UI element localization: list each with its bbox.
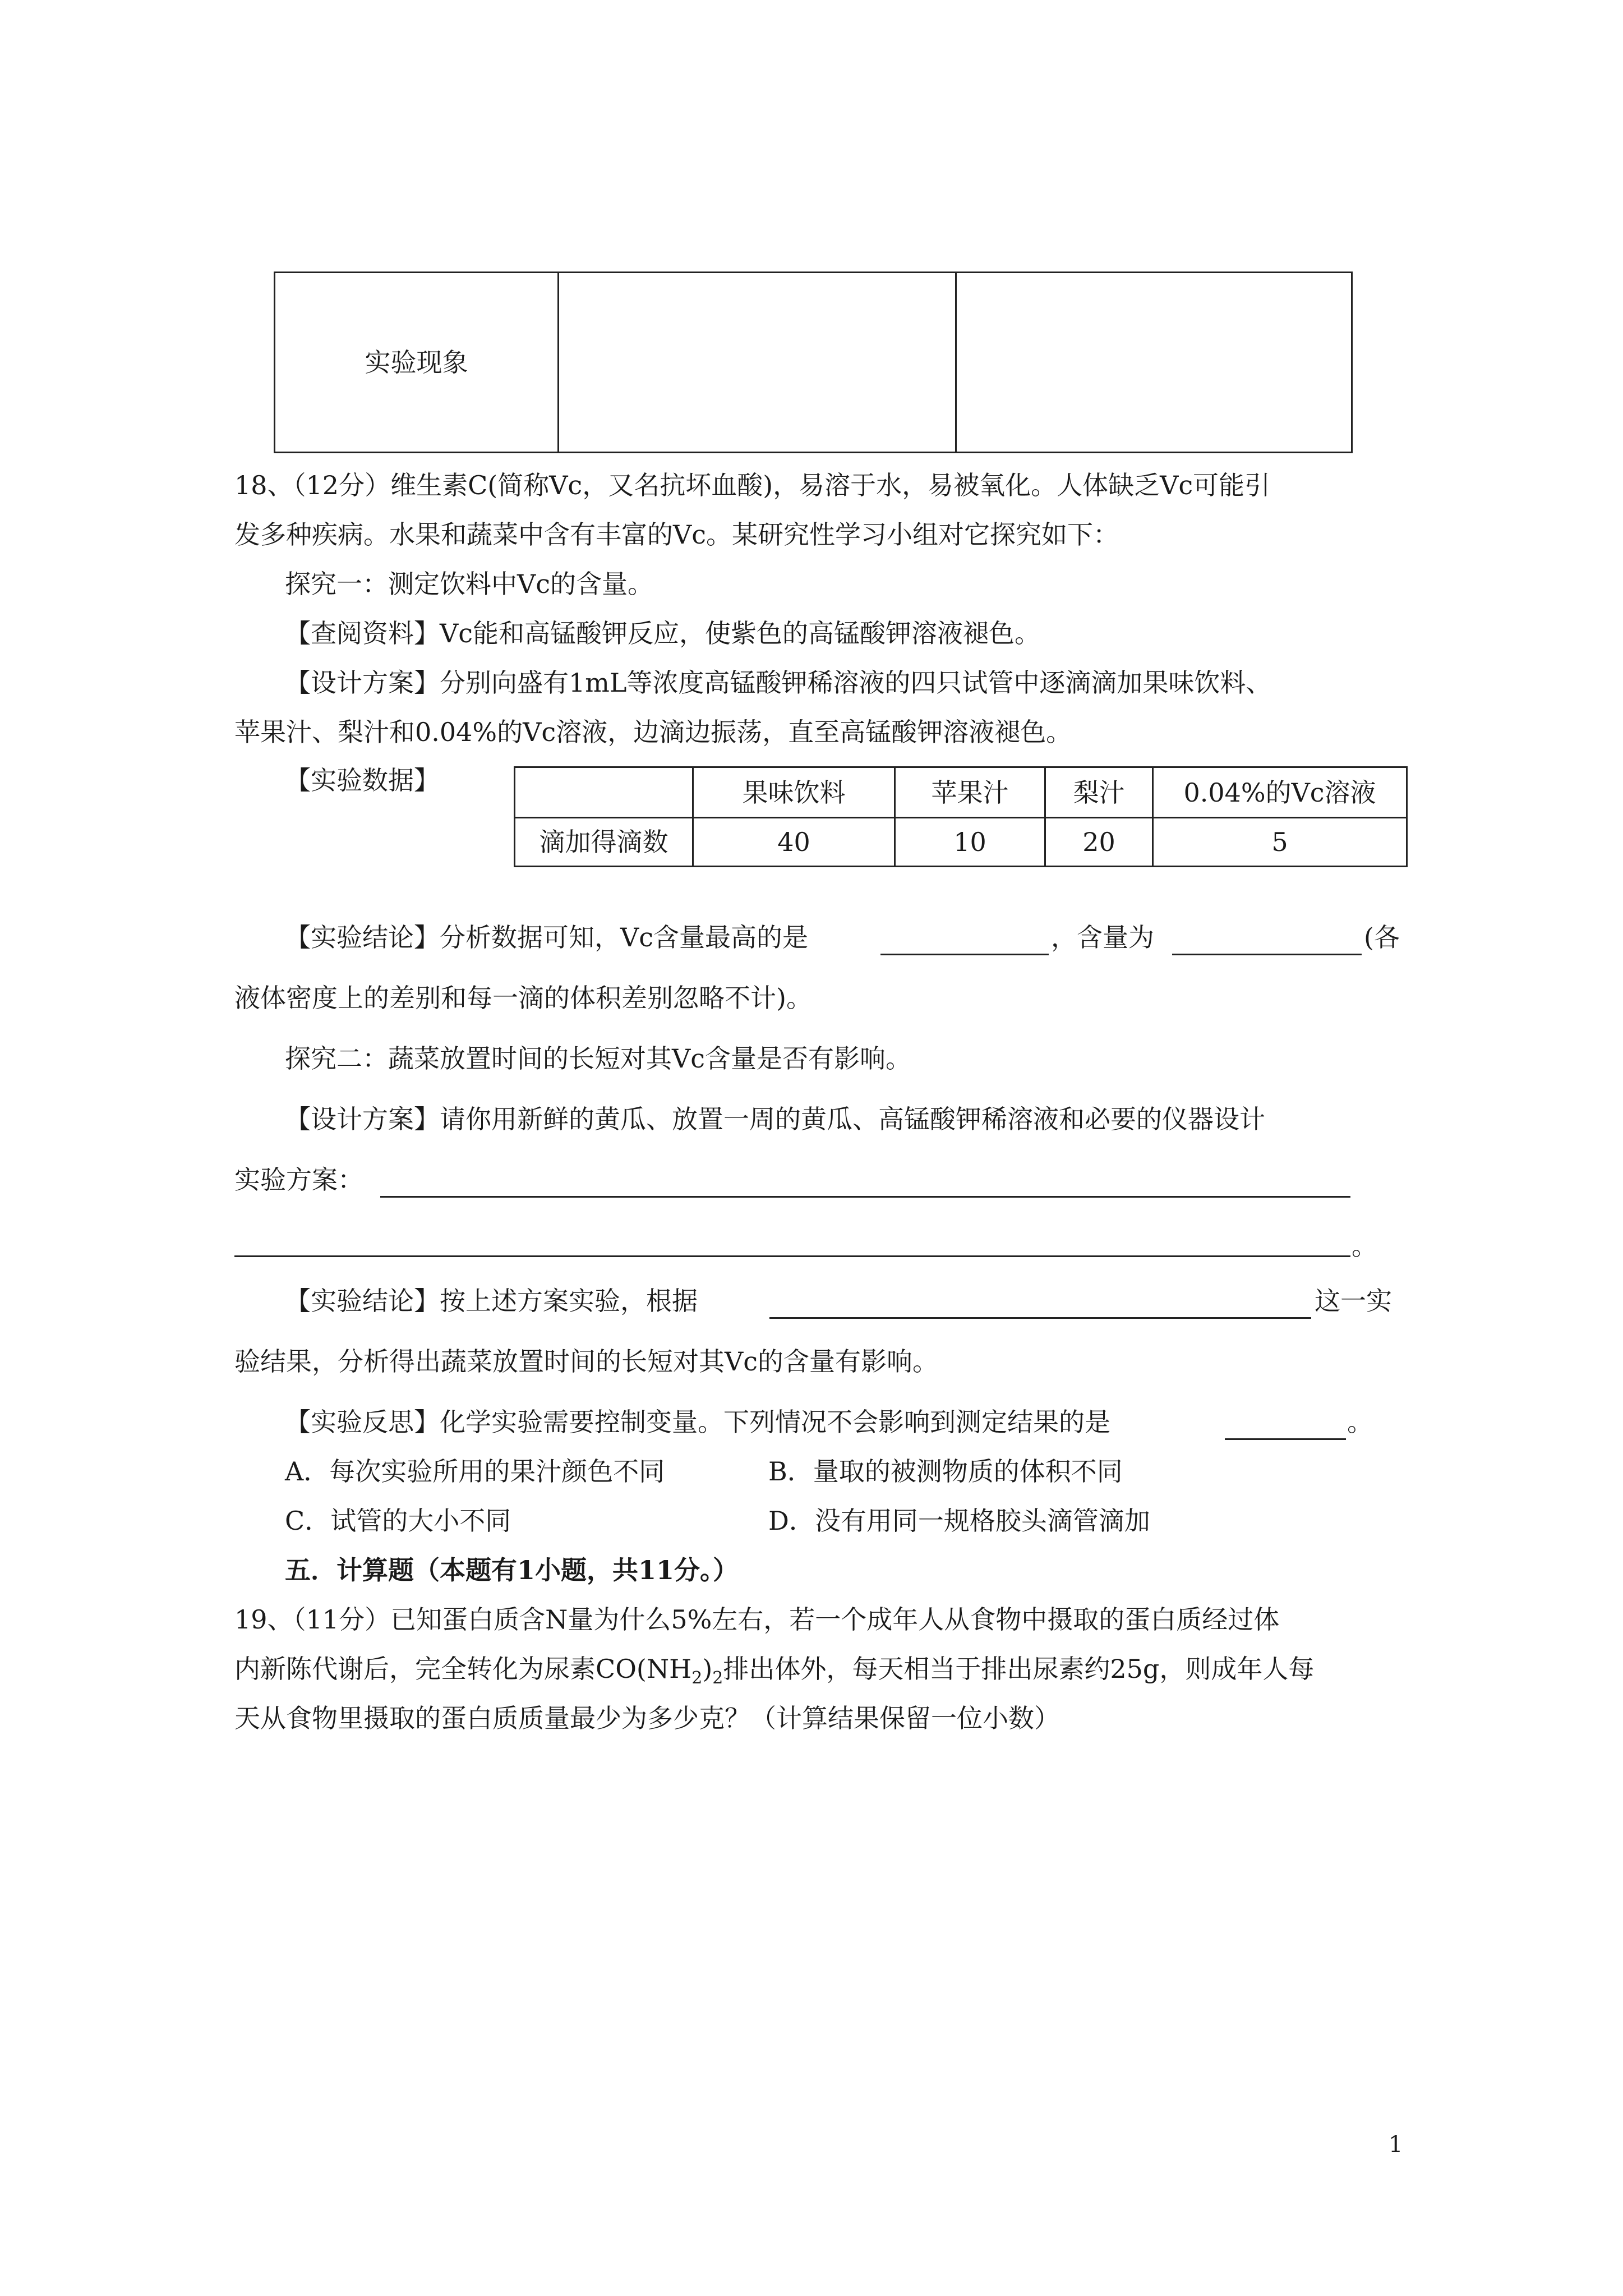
data-table-value-1: 40 — [777, 827, 810, 857]
top-table-row-label: 实验现象 — [365, 347, 468, 378]
data-table-value-2: 10 — [953, 827, 986, 857]
q18-conclusion1-a: 【实验结论】分析数据可知，Vc含量最高的是 — [285, 922, 808, 953]
q18-option-b: B．量取的被测物质的体积不同 — [768, 1456, 1123, 1487]
q19-line2 — [234, 1656, 1314, 1687]
q18-option-d: D．没有用同一规格胶头滴管滴加 — [768, 1506, 1150, 1536]
q18-conclusion1-line2: 液体密度上的差别和每一滴的体积差别忽略不计)。 — [234, 983, 812, 1013]
q19-line2-b: ) — [702, 1654, 713, 1684]
q18-conclusion2-b: 这一实 — [1315, 1286, 1392, 1316]
data-table-value-3: 20 — [1082, 827, 1115, 857]
q19-line3: 天从食物里摄取的蛋白质质量最少为多少克？（计算结果保留一位小数） — [234, 1703, 1060, 1733]
q19-subscript-1: 2 — [691, 1668, 703, 1688]
top-table-divider-2 — [955, 272, 957, 453]
q18-explore1: 探究一：测定饮料中Vc的含量。 — [285, 569, 653, 599]
q18-conclusion1-blank-2[interactable] — [1172, 954, 1362, 955]
q19-subscript-2: 2 — [712, 1668, 723, 1688]
q18-line1: 18、（12分）维生素C(简称Vc，又名抗坏血酸)，易溶于水，易被氧化。人体缺乏Vc可能引 — [234, 470, 1271, 500]
q18-design1-line1: 【设计方案】分别向盛有1mL等浓度高锰酸钾稀溶液的四只试管中逐滴滴加果味饮料、 — [285, 668, 1272, 698]
q18-line2: 发多种疾病。水果和蔬菜中含有丰富的Vc。某研究性学习小组对它探究如下： — [234, 519, 1119, 550]
q19-line1: 19、（11分）已知蛋白质含N量为什么5%左右，若一个成年人从食物中摄取的蛋白质经过体 — [234, 1604, 1280, 1635]
q18-design2-blank-2[interactable] — [234, 1255, 1350, 1257]
q18-design2-blank-1[interactable] — [380, 1196, 1350, 1198]
q18-design1-line2: 苹果汁、梨汁和0.04%的Vc溶液，边滴边振荡，直至高锰酸钾溶液褪色。 — [234, 717, 1072, 747]
q18-conclusion2-blank[interactable] — [769, 1317, 1311, 1319]
q19-line2-c: 排出体外，每天相当于排出尿素约25g，则成年人每 — [723, 1654, 1315, 1684]
q18-option-c: C．试管的大小不同 — [285, 1506, 511, 1536]
q18-option-a: A．每次实验所用的果汁颜色不同 — [285, 1456, 665, 1487]
data-table-value-4: 5 — [1271, 827, 1288, 857]
data-table-row-label: 滴加得滴数 — [539, 827, 668, 857]
q18-conclusion1-blank-1[interactable] — [880, 954, 1049, 955]
q18-conclusion1-b: ，含量为 — [1051, 922, 1154, 953]
q18-reflect: 【实验反思】化学实验需要控制变量。下列情况不会影响到测定结果的是 — [285, 1407, 1110, 1437]
q18-consult: 【查阅资料】Vc能和高锰酸钾反应，使紫色的高锰酸钾溶液褪色。 — [285, 618, 1040, 648]
q19-line2-a: 内新陈代谢后，完全转化为尿素CO(NH — [234, 1654, 692, 1684]
q18-design2-period: 。 — [1352, 1231, 1377, 1261]
q18-explore2: 探究二：蔬菜放置时间的长短对其Vc含量是否有影响。 — [285, 1043, 911, 1074]
q18-conclusion2-line2: 验结果，分析得出蔬菜放置时间的长短对其Vc的含量有影响。 — [234, 1346, 938, 1377]
top-table-divider-1 — [557, 272, 559, 453]
page-number: 1 — [1389, 2132, 1403, 2157]
q18-design2-line2: 实验方案： — [234, 1165, 363, 1195]
section5-heading: 五．计算题（本题有1小题，共11分。） — [285, 1555, 739, 1585]
data-table-header-1: 果味饮料 — [742, 777, 846, 808]
q18-reflect-blank[interactable] — [1225, 1438, 1346, 1440]
q18-conclusion2-a: 【实验结论】按上述方案实验，根据 — [285, 1286, 698, 1316]
data-table-header-2: 苹果汁 — [931, 777, 1009, 808]
data-table-header-3: 梨汁 — [1073, 777, 1125, 808]
q18-reflect-end: 。 — [1347, 1407, 1373, 1437]
q18-design2-line1: 【设计方案】请你用新鲜的黄瓜、放置一周的黄瓜、高锰酸钾稀溶液和必要的仪器设计 — [285, 1104, 1265, 1134]
q18-conclusion1-c: (各 — [1364, 922, 1400, 953]
data-table-header-4: 0.04%的Vc溶液 — [1183, 777, 1376, 808]
q18-data-label: 【实验数据】 — [285, 765, 440, 795]
